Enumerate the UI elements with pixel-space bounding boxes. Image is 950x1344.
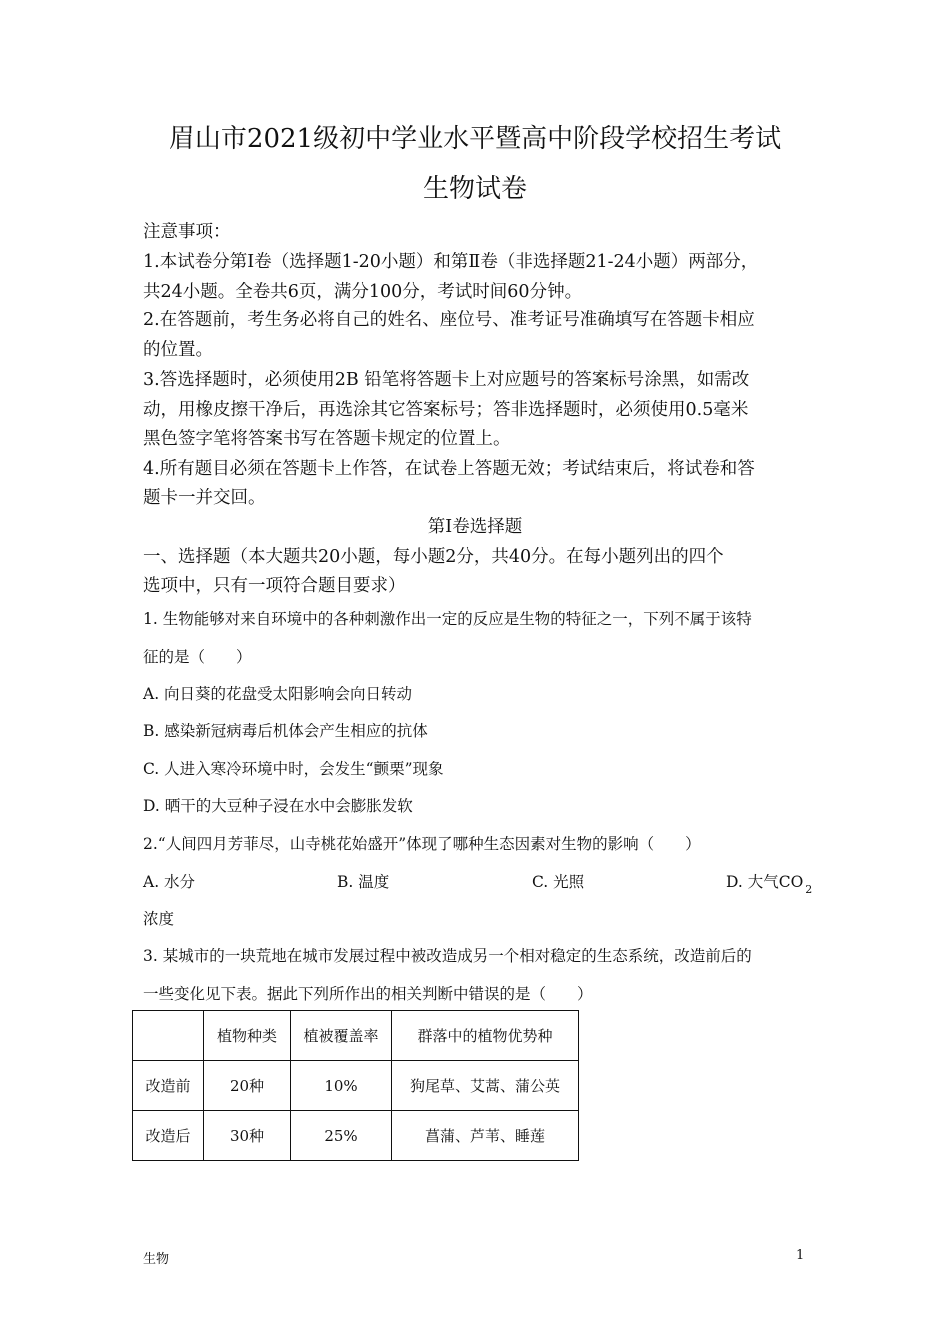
notice-line: 4.所有题目必须在答题卡上作答，在试卷上答题无效；考试结束后，将试卷和答	[143, 459, 755, 479]
table-cell: 30种	[204, 1111, 291, 1161]
notice-heading: 注意事项：	[143, 222, 231, 242]
notice-line: 共24小题。全卷共6页，满分100分，考试时间60分钟。	[143, 282, 583, 302]
question-2-option-d	[726, 870, 812, 896]
table-cell: 菖蒲、芦苇、睡莲	[392, 1111, 579, 1161]
question-1-option-d: D. 晒干的大豆种子浸在水中会膨胀发软	[143, 797, 413, 815]
question-1-stem: 征的是（ ）	[143, 648, 252, 666]
table-cell: 改造后	[133, 1111, 204, 1161]
notice-line: 3.答选择题时，必须使用2B 铅笔将答题卡上对应题号的答案标号涂黑，如需改	[143, 370, 750, 390]
question-3-stem: 3. 某城市的一块荒地在城市发展过程中被改造成另一个相对稳定的生态系统，改造前后的	[143, 947, 752, 965]
question-2-stem: 2.“人间四月芳菲尽，山寺桃花始盛开”体现了哪种生态因素对生物的影响（ ）	[143, 835, 701, 853]
table-header-row	[133, 1011, 579, 1061]
part-one-instructions: 一、选择题（本大题共20小题，每小题2分，共40分。在每小题列出的四个	[143, 547, 724, 567]
table-cell: 狗尾草、艾蒿、蒲公英	[392, 1061, 579, 1111]
question-1-option-b: B. 感染新冠病毒后机体会产生相应的抗体	[143, 722, 428, 740]
notice-line: 动，用橡皮擦干净后，再选涂其它答案标号；答非选择题时，必须使用0.5毫米	[143, 400, 749, 420]
question-2-option-d-tail: 浓度	[143, 910, 175, 928]
question-2-option-a: A. 水分	[143, 873, 196, 891]
question-3-table	[132, 1010, 579, 1161]
table-cell: 改造前	[133, 1061, 204, 1111]
table-header-cell: 植被覆盖率	[291, 1011, 392, 1061]
notice-line: 的位置。	[143, 340, 213, 360]
table-cell: 10%	[291, 1061, 392, 1111]
table-cell: 25%	[291, 1111, 392, 1161]
notice-line: 黑色签字笔将答案书写在答题卡规定的位置上。	[143, 429, 511, 449]
exam-subtitle: 生物试卷	[422, 174, 527, 204]
notice-line: 1.本试卷分第Ⅰ卷（选择题1-20小题）和第Ⅱ卷（非选择题21-24小题）两部分，	[143, 252, 759, 272]
table-cell: 20种	[204, 1061, 291, 1111]
notice-line: 题卡一并交回。	[143, 488, 266, 508]
table-row	[133, 1061, 579, 1111]
question-1-option-c: C. 人进入寒冷环境中时，会发生“颤栗”现象	[143, 760, 444, 778]
question-2-option-b: B. 温度	[337, 873, 390, 891]
question-3-stem: 一些变化见下表。据此下列所作出的相关判断中错误的是（ ）	[143, 985, 593, 1003]
question-2-option-c: C. 光照	[532, 873, 585, 891]
table-header-cell: 植物种类	[204, 1011, 291, 1061]
question-1-stem: 1. 生物能够对来自环境中的各种刺激作出一定的反应是生物的特征之一，下列不属于该特	[143, 610, 752, 628]
table-row	[133, 1111, 579, 1161]
section-title: 第Ⅰ卷选择题	[427, 517, 523, 537]
exam-title: 眉山市2021级初中学业水平暨高中阶段学校招生考试	[168, 124, 782, 154]
page-number: 1	[796, 1248, 805, 1263]
question-1-option-a: A. 向日葵的花盘受太阳影响会向日转动	[143, 685, 413, 703]
footer-subject: 生物	[143, 1252, 170, 1267]
part-one-instructions: 选项中，只有一项符合题目要求）	[143, 576, 406, 596]
table-header-cell: 群落中的植物优势种	[392, 1011, 579, 1061]
notice-line: 2.在答题前，考生务必将自己的姓名、座位号、准考证号准确填写在答题卡相应	[143, 310, 755, 330]
question-2-option-d-text: D. 大气CO	[726, 873, 804, 891]
question-2-option-d-subscript: 2	[805, 883, 813, 896]
table-header-cell	[133, 1011, 204, 1061]
